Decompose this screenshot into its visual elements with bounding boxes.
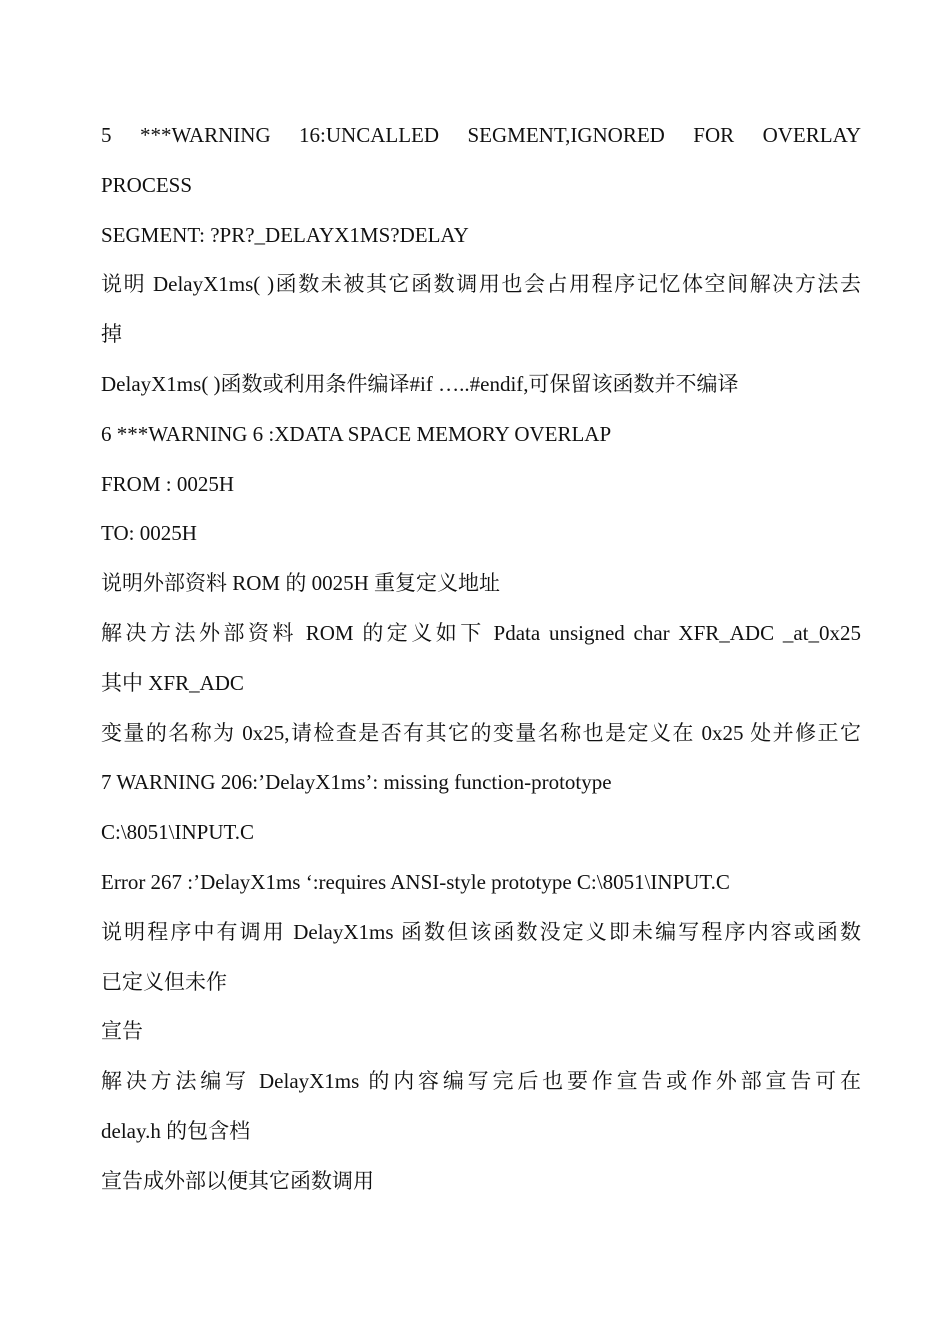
text-line: C:\8051\INPUT.C xyxy=(101,820,255,845)
text-line: FROM : 0025H xyxy=(101,471,235,496)
document-body xyxy=(101,111,861,1207)
text-line: 其中 XFR_ADC xyxy=(101,670,244,695)
text-line: 说明程序中有调用 DelayX1ms 函数但该函数没定义即未编写程序内容或函数 xyxy=(101,919,861,944)
text-line: 5 ***WARNING 16:UNCALLED SEGMENT,IGNORED FOR OVERLAY xyxy=(101,123,861,147)
text-line: 解决方法编写 DelayX1ms 的内容编写完后也要作宣告或作外部宣告可在 xyxy=(101,1069,861,1094)
text-line: SEGMENT: ?PR?_DELAYX1MS?DELAY xyxy=(101,222,469,247)
text-line: 掉 xyxy=(101,322,122,347)
text-line: 解决方法外部资料 ROM 的定义如下 Pdata unsigned char XFR_ADC _at_0x25 xyxy=(101,620,861,645)
text-line: delay.h 的包含档 xyxy=(101,1118,251,1143)
text-line: PROCESS xyxy=(101,172,193,197)
text-line: 说明外部资料 ROM 的 0025H 重复定义地址 xyxy=(101,571,501,596)
text-line: TO: 0025H xyxy=(101,521,197,546)
text-line: DelayX1ms( )函数或利用条件编译#if …..#endif,可保留该函数并不编译 xyxy=(101,371,739,396)
text-line: 7 WARNING 206:’DelayX1ms’: missing function-prototype xyxy=(101,770,612,795)
text-line: 说明 DelayX1ms( )函数未被其它函数调用也会占用程序记忆体空间解决方法去 xyxy=(101,272,861,297)
text-line: 6 ***WARNING 6 :XDATA SPACE MEMORY OVERLAP xyxy=(101,421,612,446)
text-line: Error 267 :’DelayX1ms ‘:requires ANSI-style prototype C:\8051\INPUT.C xyxy=(101,869,730,894)
text-line: 变量的名称为 0x25,请检查是否有其它的变量名称也是定义在 0x25 处并修正它 xyxy=(101,720,861,745)
text-line: 宣告 xyxy=(101,1019,143,1044)
text-line: 已定义但未作 xyxy=(101,969,227,994)
text-line: 宣告成外部以便其它函数调用 xyxy=(101,1168,374,1193)
